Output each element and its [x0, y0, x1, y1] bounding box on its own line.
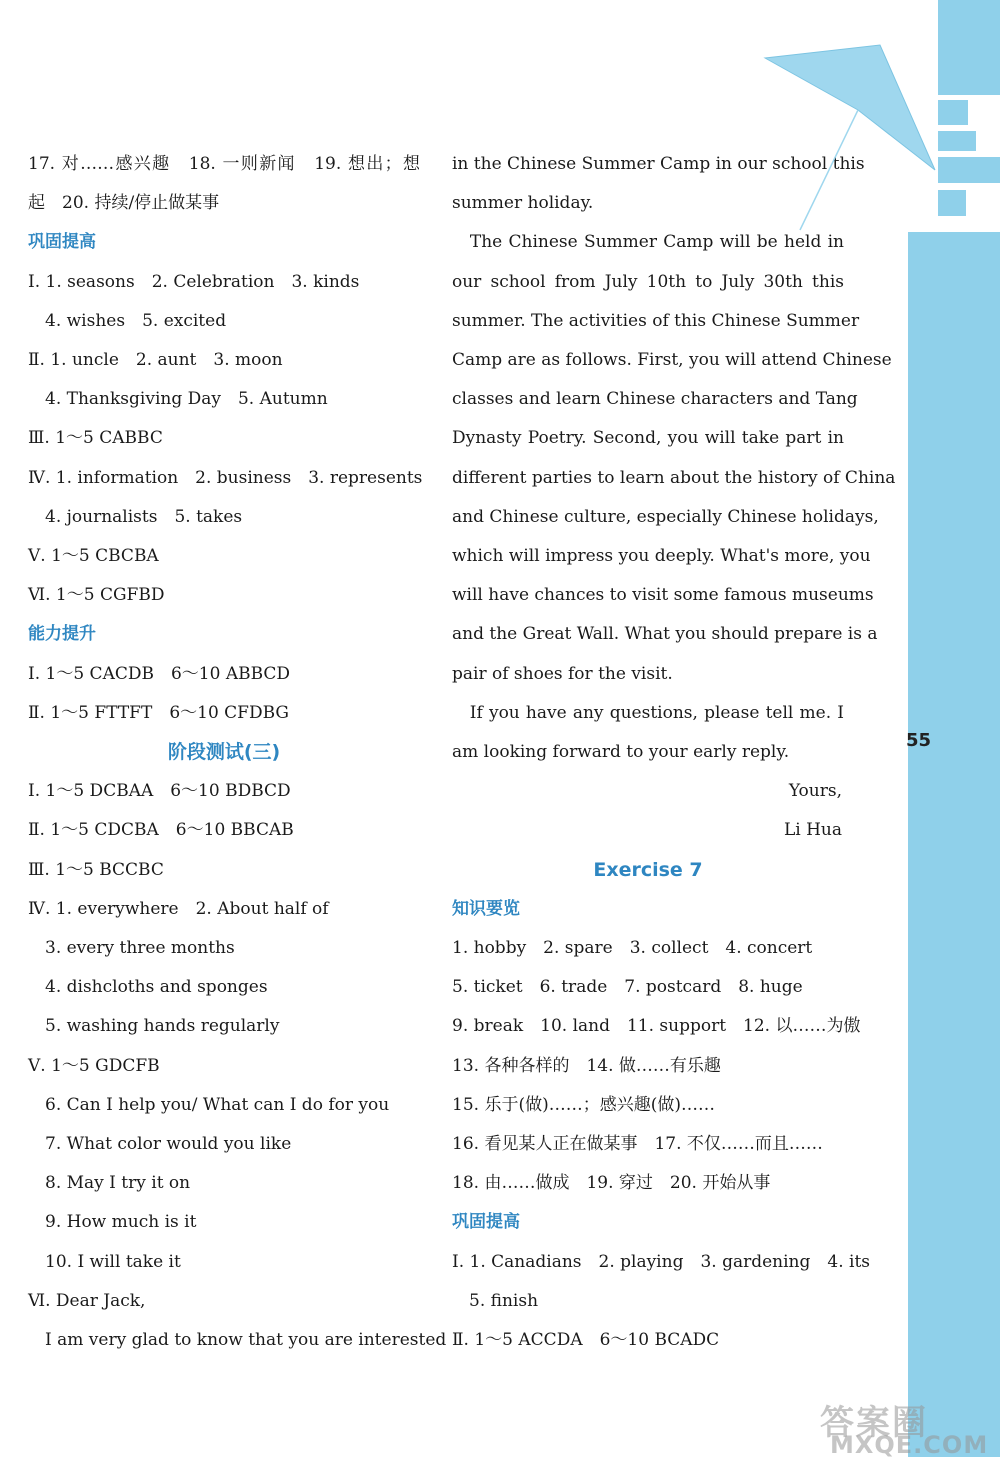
text-line: 13. 各种各样的 14. 做……有乐趣 — [452, 1055, 721, 1076]
text-line: 4. wishes 5. excited — [28, 310, 227, 331]
text-line: 5. finish — [452, 1290, 539, 1311]
text-line: 9. break 10. land 11. support 12. 以……为傲 — [452, 1016, 861, 1037]
text-line: 起 20. 持续/停止做某事 — [28, 193, 220, 214]
text-line: 10. I will take it — [28, 1251, 181, 1272]
text-line: 9. How much is it — [28, 1212, 197, 1233]
decorative-sidebar — [938, 0, 1000, 1457]
text-line: Ⅴ. 1～5 CBCBA — [28, 546, 159, 566]
text-line: summer holiday. — [452, 193, 594, 214]
watermark-logo — [820, 1395, 989, 1459]
text-line: 8. May I try it on — [28, 1173, 191, 1194]
text-line: Ⅴ. 1～5 GDCFB — [28, 1055, 160, 1076]
text-line: Ⅱ. 1～5 CDCBA 6～10 BBCAB — [28, 820, 294, 841]
text-line: Ⅲ. 1～5 CABBC — [28, 428, 163, 449]
text-line: summer. The activities of this Chinese Summer — [452, 310, 860, 331]
text-line: Ⅱ. 1～5 ACCDA 6～10 BCADC — [452, 1330, 720, 1350]
text-line: classes and learn Chinese characters and Tang — [452, 389, 858, 410]
text-line: Ⅲ. 1～5 BCCBC — [28, 859, 164, 880]
text-line: 1. hobby 2. spare 3. collect 4. concert — [452, 938, 813, 958]
text-line: 5. washing hands regularly — [28, 1016, 280, 1037]
text-line: pair of shoes for the visit. — [452, 663, 673, 684]
text-line: Li Hua — [783, 820, 842, 841]
text-line: 16. 看见某人正在做某事 17. 不仅……而且…… — [452, 1134, 823, 1154]
text-line: different parties to learn about the history of China — [452, 467, 896, 488]
page-number: 55 — [906, 730, 932, 751]
text-line: Ⅰ. 1. Canadians 2. playing 3. gardening 4. its — [452, 1251, 870, 1272]
text-line: our school from July 10th to July 30th this — [452, 271, 844, 292]
section-heading: 知识要览 — [452, 898, 520, 919]
text-line: Ⅰ. 1～5 DCBAA 6～10 BDBCD — [28, 781, 291, 802]
text-line: Ⅵ. Dear Jack, — [28, 1290, 146, 1311]
text-line: and Chinese culture, especially Chinese holidays, — [452, 506, 879, 527]
text-line: If you have any questions, please tell me. I — [452, 702, 844, 723]
text-line: am looking forward to your early reply. — [452, 742, 790, 762]
text-line: 6. Can I help you/ What can I do for you — [28, 1094, 390, 1115]
text-line: 15. 乐于(做)……；感兴趣(做)…… — [452, 1094, 715, 1115]
text-line: 4. journalists 5. takes — [28, 506, 243, 527]
text-line: 3. every three months — [28, 938, 235, 958]
text-line: I am very glad to know that you are interested — [28, 1330, 447, 1350]
text-line: 4. dishcloths and sponges — [28, 977, 268, 998]
text-line: 5. ticket 6. trade 7. postcard 8. huge — [452, 977, 803, 998]
text-line: Ⅰ. 1. seasons 2. Celebration 3. kinds — [28, 271, 360, 292]
text-line: The Chinese Summer Camp will be held in — [452, 232, 844, 253]
text-line: 17. 对……感兴趣 18. 一则新闻 19. 想出；想 — [28, 154, 420, 174]
text-line: Ⅱ. 1～5 FTTFT 6～10 CFDBG — [28, 702, 289, 723]
section-heading: 巩固提高 — [28, 232, 96, 253]
watermark-line2: MXQE.COM — [830, 1431, 989, 1459]
text-line: Ⅳ. 1. everywhere 2. About half of — [28, 898, 329, 919]
text-line: Camp are as follows. First, you will attend Chinese — [452, 350, 892, 370]
text-line: Ⅱ. 1. uncle 2. aunt 3. moon — [28, 350, 283, 370]
text-line: which will impress you deeply. What's more, you — [452, 546, 871, 566]
section-heading: 能力提升 — [28, 624, 96, 645]
section-heading: 阶段测试(三) — [167, 741, 281, 763]
text-line: Ⅳ. 1. information 2. business 3. represents — [28, 467, 423, 488]
text-line: and the Great Wall. What you should prepare is a — [452, 624, 878, 645]
section-heading: Exercise 7 — [593, 858, 703, 881]
text-line: Ⅰ. 1～5 CACDB 6～10 ABBCD — [28, 663, 291, 684]
text-line: 4. Thanksgiving Day 5. Autumn — [28, 389, 328, 410]
text-line: Dynasty Poetry. Second, you will take part in — [452, 428, 844, 449]
kite-illustration — [740, 30, 940, 250]
text-line: in the Chinese Summer Camp in our school this — [452, 154, 865, 174]
text-line: will have chances to visit some famous museums — [452, 585, 874, 606]
watermark-line1: 答案圈 — [820, 1403, 928, 1443]
section-heading: 巩固提高 — [452, 1212, 520, 1233]
text-line: 18. 由……做成 19. 穿过 20. 开始从事 — [452, 1173, 771, 1194]
text-line: 7. What color would you like — [28, 1134, 292, 1154]
text-line: Ⅵ. 1～5 CGFBD — [28, 585, 165, 606]
text-line: Yours, — [788, 781, 842, 802]
